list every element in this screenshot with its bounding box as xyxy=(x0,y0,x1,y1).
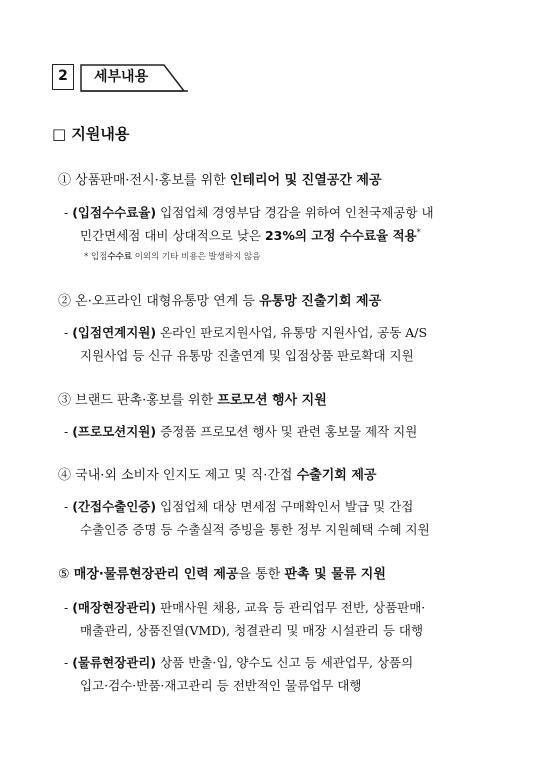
detail-bold: 23%의 고정 수수료율 적용 xyxy=(264,228,417,243)
detail-label: (입점수수료율) xyxy=(72,205,157,220)
item-2 xyxy=(58,290,381,309)
detail-dash: - xyxy=(64,600,69,615)
item-2-bold: 유통망 진출기회 제공 xyxy=(259,294,382,309)
item-5-detail-1-line2: 매출관리, 상품진열(VMD), 청결관리 및 매장 시설관리 등 대행 xyxy=(80,623,424,638)
footnote-mark: * xyxy=(416,227,421,237)
item-2-detail-1-line1 xyxy=(64,323,427,341)
item-2-detail-1-line2: 지원사업 등 신규 유통망 진출연계 및 입점상품 판로확대 지원 xyxy=(80,348,414,363)
detail-dash: - xyxy=(64,499,69,514)
detail-label: (입점연계지원) xyxy=(72,325,157,340)
item-1-detail-1-line2 xyxy=(80,226,421,244)
detail-text: 온라인 판로지원사업, 유통망 지원사업, 공동 A/S xyxy=(156,325,428,340)
item-5-text: 을 통한 xyxy=(238,567,285,582)
item-2-marker: ② xyxy=(58,294,72,309)
detail-dash: - xyxy=(64,424,69,439)
item-1-note xyxy=(84,250,260,262)
item-4-detail-1-line2: 수출인증 증명 등 수출실적 증빙을 통한 정부 지원혜택 수혜 지원 xyxy=(80,522,430,537)
item-5-detail-2-line1 xyxy=(64,653,413,671)
item-3-marker: ③ xyxy=(58,393,72,408)
item-4-marker: ④ xyxy=(58,468,72,483)
item-5 xyxy=(58,563,386,582)
item-5-detail-1-line1 xyxy=(64,598,425,616)
item-1-marker: ① xyxy=(58,173,72,188)
item-5-marker: ⑤ xyxy=(58,567,70,582)
detail-text: 입점업체 대상 면세점 구매확인서 발급 및 간접 xyxy=(156,499,414,514)
detail-label: (프로모션지원) xyxy=(72,424,157,439)
item-3-detail-1-line1 xyxy=(64,422,417,440)
item-1-bold: 인테리어 및 진열공간 제공 xyxy=(229,173,382,188)
item-5-detail-2-line2: 입고·검수·반품·재고관리 등 전반적인 물류업무 대행 xyxy=(80,678,362,693)
item-4-detail-1-line1 xyxy=(64,497,413,515)
item-2-text: 온·오프라인 대형유통망 연계 등 xyxy=(75,294,260,309)
item-1 xyxy=(58,169,382,188)
item-4-text: 국내·외 소비자 인지도 제고 및 직·간접 xyxy=(75,468,297,483)
item-1-text: 상품판매·전시·홍보를 위한 xyxy=(75,173,230,188)
item-1-detail-1-line1 xyxy=(64,203,434,221)
item-3-bold: 프로모션 행사 지원 xyxy=(217,393,327,408)
item-5-bold-lead: 매장·물류현장관리 인력 제공 xyxy=(73,567,239,582)
detail-dash: - xyxy=(64,205,69,220)
detail-text: 판매사원 채용, 교육 등 관리업무 전반, 상품판매· xyxy=(156,600,426,615)
section-title: 세부내용 xyxy=(94,69,149,85)
detail-label: (물류현장관리) xyxy=(72,655,157,670)
note-text: 이외의 기타 비용은 발생하지 않음 xyxy=(132,252,261,262)
detail-text: 상품 반출·입, 양수도 신고 등 세관업무, 상품의 xyxy=(156,655,414,670)
item-3-text: 브랜드 판촉·홍보를 위한 xyxy=(75,393,218,408)
item-5-bold: 판촉 및 물류 지원 xyxy=(284,567,386,582)
content-heading: □ 지원내용 xyxy=(52,125,130,143)
note-bold: 수수료 xyxy=(107,252,133,262)
item-4 xyxy=(58,464,376,483)
detail-dash: - xyxy=(64,325,69,340)
item-4-bold: 수출기회 제공 xyxy=(296,468,377,483)
detail-dash: - xyxy=(64,655,69,670)
section-number: 2 xyxy=(52,64,74,90)
detail-text: 민간면세점 대비 상대적으로 낮은 xyxy=(80,228,265,243)
detail-label: (매장현장관리) xyxy=(72,600,157,615)
detail-label: (간접수출인증) xyxy=(72,499,157,514)
item-3 xyxy=(58,389,327,408)
detail-text: 입점업체 경영부담 경감을 위하여 인천국제공항 내 xyxy=(156,205,434,220)
note-text: * 입점 xyxy=(84,252,108,262)
detail-text: 증정품 프로모션 행사 및 관련 홍보물 제작 지원 xyxy=(156,424,418,439)
